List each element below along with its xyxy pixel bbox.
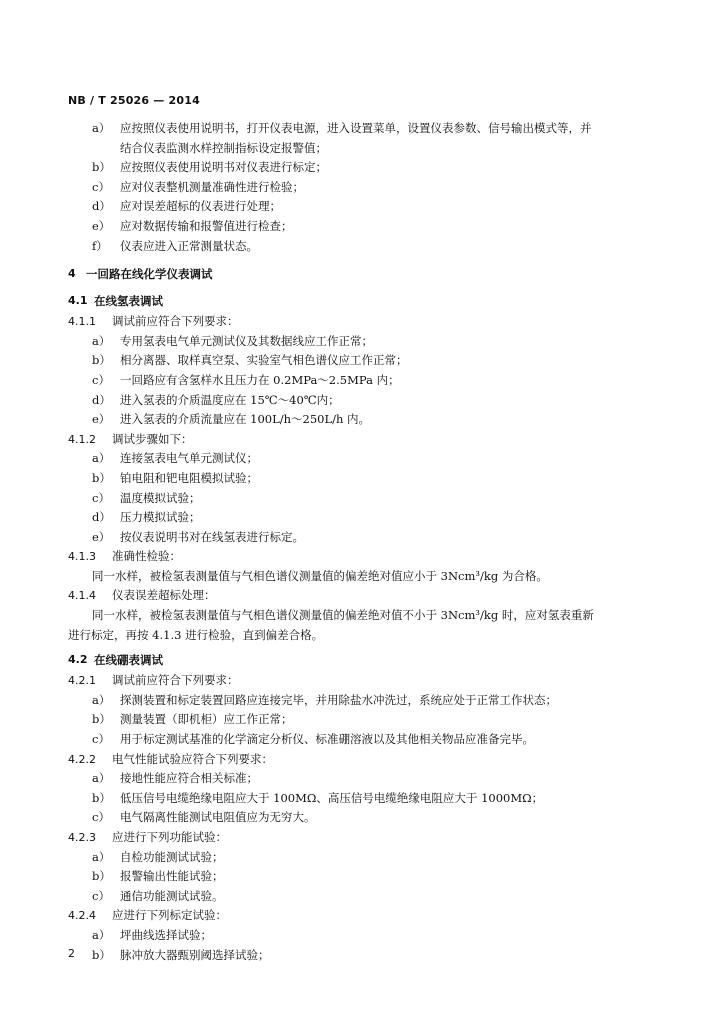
clause-4-1-1-heading (0, 312, 701, 332)
list-item-label: b） (92, 470, 111, 485)
clause-4-1-4-heading (0, 586, 701, 606)
list-item-label: b） (92, 947, 111, 962)
list-item-label: c） (92, 888, 110, 903)
list-item-label: c） (92, 810, 110, 825)
paragraph-text: 进行标定，再按 4.1.3 进行检验，直到偏差合格。 (68, 627, 324, 642)
list-item (0, 158, 701, 178)
paragraph-text: 同一水样，被检氢表测量值与气相色谱仪测量值的偏差绝对值应小于 3Ncm³/kg 为合格。 (92, 568, 548, 583)
document-body (0, 119, 701, 965)
list-item-text: 坪曲线选择试验； (120, 927, 212, 942)
list-item-label: a） (92, 692, 111, 707)
list-item (0, 808, 701, 828)
clause-4-2-3-heading (0, 828, 701, 848)
page-number: 2 (68, 947, 75, 960)
section-title: 在线氢表调试 (94, 294, 163, 309)
list-item-text: 连接氢表电气单元测试仪； (120, 451, 258, 466)
clause-title: 电气性能试验应符合下列要求： (112, 751, 273, 766)
list-item-text: 探测装置和标定装置回路应连接完毕，并用除盐水冲洗过，系统应处于正常工作状态； (120, 692, 557, 707)
list-item (0, 710, 701, 730)
clause-title: 调试前应符合下列要求： (112, 673, 239, 688)
list-item-text: 应按照仪表使用说明书，打开仪表电源，进入设置菜单，设置仪表参数、信号输出模式等，并 (120, 121, 592, 135)
list-item (0, 410, 701, 430)
list-item-text: 压力模拟试验； (120, 510, 201, 525)
section-4-1-heading (0, 290, 701, 312)
clause-title: 仪表误差超标处理： (112, 588, 216, 603)
list-item-text: 脉冲放大器甄别阈选择试验； (120, 947, 270, 962)
clause-title: 调试前应符合下列要求： (112, 314, 239, 329)
standard-code-header: NB / T 25026 — 2014 (68, 94, 200, 107)
list-item-label: a） (92, 927, 111, 942)
list-item-label: f） (92, 238, 108, 253)
clause-4-2-4-heading (0, 906, 701, 926)
list-item-label: e） (92, 218, 111, 233)
list-item-text: 相分离器、取样真空泵、实验室气相色谱仪应工作正常； (120, 353, 408, 368)
list-item-label: a） (92, 849, 111, 864)
list-item-text: 用于标定测试基准的化学滴定分析仪、标准硼溶液以及其他相关物品应准备完毕。 (120, 732, 534, 747)
list-item (0, 332, 701, 352)
section-number: 4.2 (68, 653, 88, 667)
clause-4-1-2-heading (0, 430, 701, 450)
list-item-label: c） (92, 372, 110, 387)
list-item (0, 178, 701, 198)
clause-number: 4.1.4 (68, 589, 96, 603)
section-4-heading (0, 262, 701, 286)
paragraph-text: 同一水样，被检氢表测量值与气相色谱仪测量值的偏差绝对值不小于 3Ncm³/kg 时，应对氢表重新 (92, 608, 594, 623)
clause-number: 4.2.3 (68, 831, 96, 844)
list-item (0, 867, 701, 887)
list-item-label: d） (92, 199, 111, 214)
list-item-text: 专用氢表电气单元测试仪及其数据线应工作正常； (120, 333, 373, 348)
list-item-text: 仪表应进入正常测量状态。 (120, 238, 258, 253)
section-title: 一回路在线化学仪表调试 (86, 267, 213, 282)
clause-number: 4.2.2 (68, 752, 96, 766)
clause-4-2-3-list (0, 848, 701, 907)
list-item-text: 进入氢表的介质温度应在 15℃～40℃内； (120, 392, 340, 407)
list-item (0, 926, 701, 946)
clause-number: 4.1.3 (68, 550, 96, 564)
list-item-label: c） (92, 490, 110, 505)
list-item (0, 789, 701, 809)
list-item-text: 电气隔离性能测试电阻值应为无穷大。 (120, 810, 316, 825)
list-item (0, 887, 701, 907)
section-title: 在线硼表调试 (94, 653, 163, 668)
clause-4-1-4-paragraph-line1 (0, 606, 701, 626)
list-item-label: b） (92, 160, 111, 175)
list-item (0, 508, 701, 528)
list-item (0, 449, 701, 469)
list-item (0, 217, 701, 237)
list-item-label: c） (92, 179, 110, 194)
list-item-label: b） (92, 353, 111, 368)
list-item-label: b） (92, 712, 111, 727)
clause-4-2-2-heading (0, 750, 701, 770)
list-item-text: 测量装置（即机柜）应工作正常； (120, 712, 293, 727)
list-item (0, 197, 701, 217)
list-item-text: 应按照仪表使用说明书对仪表进行标定； (120, 160, 327, 175)
clause-4-2-4-list (0, 926, 701, 965)
list-item (0, 691, 701, 711)
section-4-2-heading (0, 649, 701, 671)
list-item-label: e） (92, 412, 111, 427)
list-item-text: 应对仪表整机测量准确性进行检验； (120, 179, 304, 194)
list-item-text: 低压信号电缆绝缘电阻应大于 100MΩ、高压信号电缆绝缘电阻应大于 1000MΩ； (120, 790, 544, 805)
intro-list (0, 119, 701, 256)
clause-4-1-4-paragraph-line2 (0, 626, 701, 646)
list-item-label: a） (92, 451, 111, 466)
list-item-text: 应对数据传输和报警值进行检查； (120, 218, 293, 233)
clause-4-1-1-list (0, 332, 701, 430)
list-item (0, 371, 701, 391)
list-item-label: e） (92, 529, 111, 544)
clause-4-2-2-list (0, 769, 701, 828)
list-item (0, 848, 701, 868)
list-item (0, 139, 701, 159)
list-item-text: 结合仪表监测水样控制指标设定报警值； (120, 140, 327, 155)
list-item (0, 769, 701, 789)
list-item (0, 730, 701, 750)
list-item (0, 489, 701, 509)
list-item-text: 按仪表说明书对在线氢表进行标定。 (120, 529, 304, 544)
list-item-label: d） (92, 510, 111, 525)
list-item-text: 温度模拟试验； (120, 490, 201, 505)
list-item-label: c） (92, 732, 110, 747)
list-item-text: 应对误差超标的仪表进行处理； (120, 199, 281, 214)
clause-number: 4.2.1 (68, 674, 96, 688)
list-item (0, 351, 701, 371)
list-item-text: 通信功能测试试验。 (120, 888, 224, 903)
section-number: 4.1 (68, 294, 88, 308)
list-item (0, 391, 701, 411)
clause-4-1-2-list (0, 449, 701, 547)
list-item (0, 237, 701, 257)
list-item (0, 469, 701, 489)
list-item-label: a） (92, 771, 111, 786)
list-item-label: b） (92, 790, 111, 805)
clause-title: 应进行下列功能试验： (112, 830, 227, 844)
clause-number: 4.2.4 (68, 909, 96, 923)
clause-number: 4.1.2 (68, 432, 96, 446)
list-item (0, 528, 701, 548)
list-item-text: 报警输出性能试验； (120, 869, 224, 884)
list-item-label: d） (92, 392, 111, 407)
list-item (0, 119, 701, 139)
list-item-label: a） (92, 121, 111, 135)
clause-4-1-3-paragraph (0, 567, 701, 587)
clause-4-2-1-list (0, 691, 701, 750)
clause-title: 准确性检验： (112, 549, 181, 564)
list-item-text: 进入氢表的介质流量应在 100L/h～250L/h 内。 (120, 412, 371, 427)
list-item-label: a） (92, 333, 111, 348)
list-item-text: 铂电阻和钯电阻模拟试验； (120, 470, 258, 485)
clause-4-1-3-heading (0, 547, 701, 567)
clause-number: 4.1.1 (68, 315, 96, 329)
list-item-text: 自检功能测试试验； (120, 849, 224, 864)
clause-4-2-1-heading (0, 671, 701, 691)
clause-title: 调试步骤如下： (112, 431, 193, 446)
list-item-label: b） (92, 869, 111, 884)
list-item (0, 946, 701, 966)
clause-title: 应进行下列标定试验： (112, 908, 227, 923)
section-number: 4 (68, 267, 76, 281)
list-item-text: 一回路应有含氢样水且压力在 0.2MPa～2.5MPa 内； (120, 372, 400, 387)
list-item-text: 接地性能应符合相关标准； (120, 771, 258, 786)
